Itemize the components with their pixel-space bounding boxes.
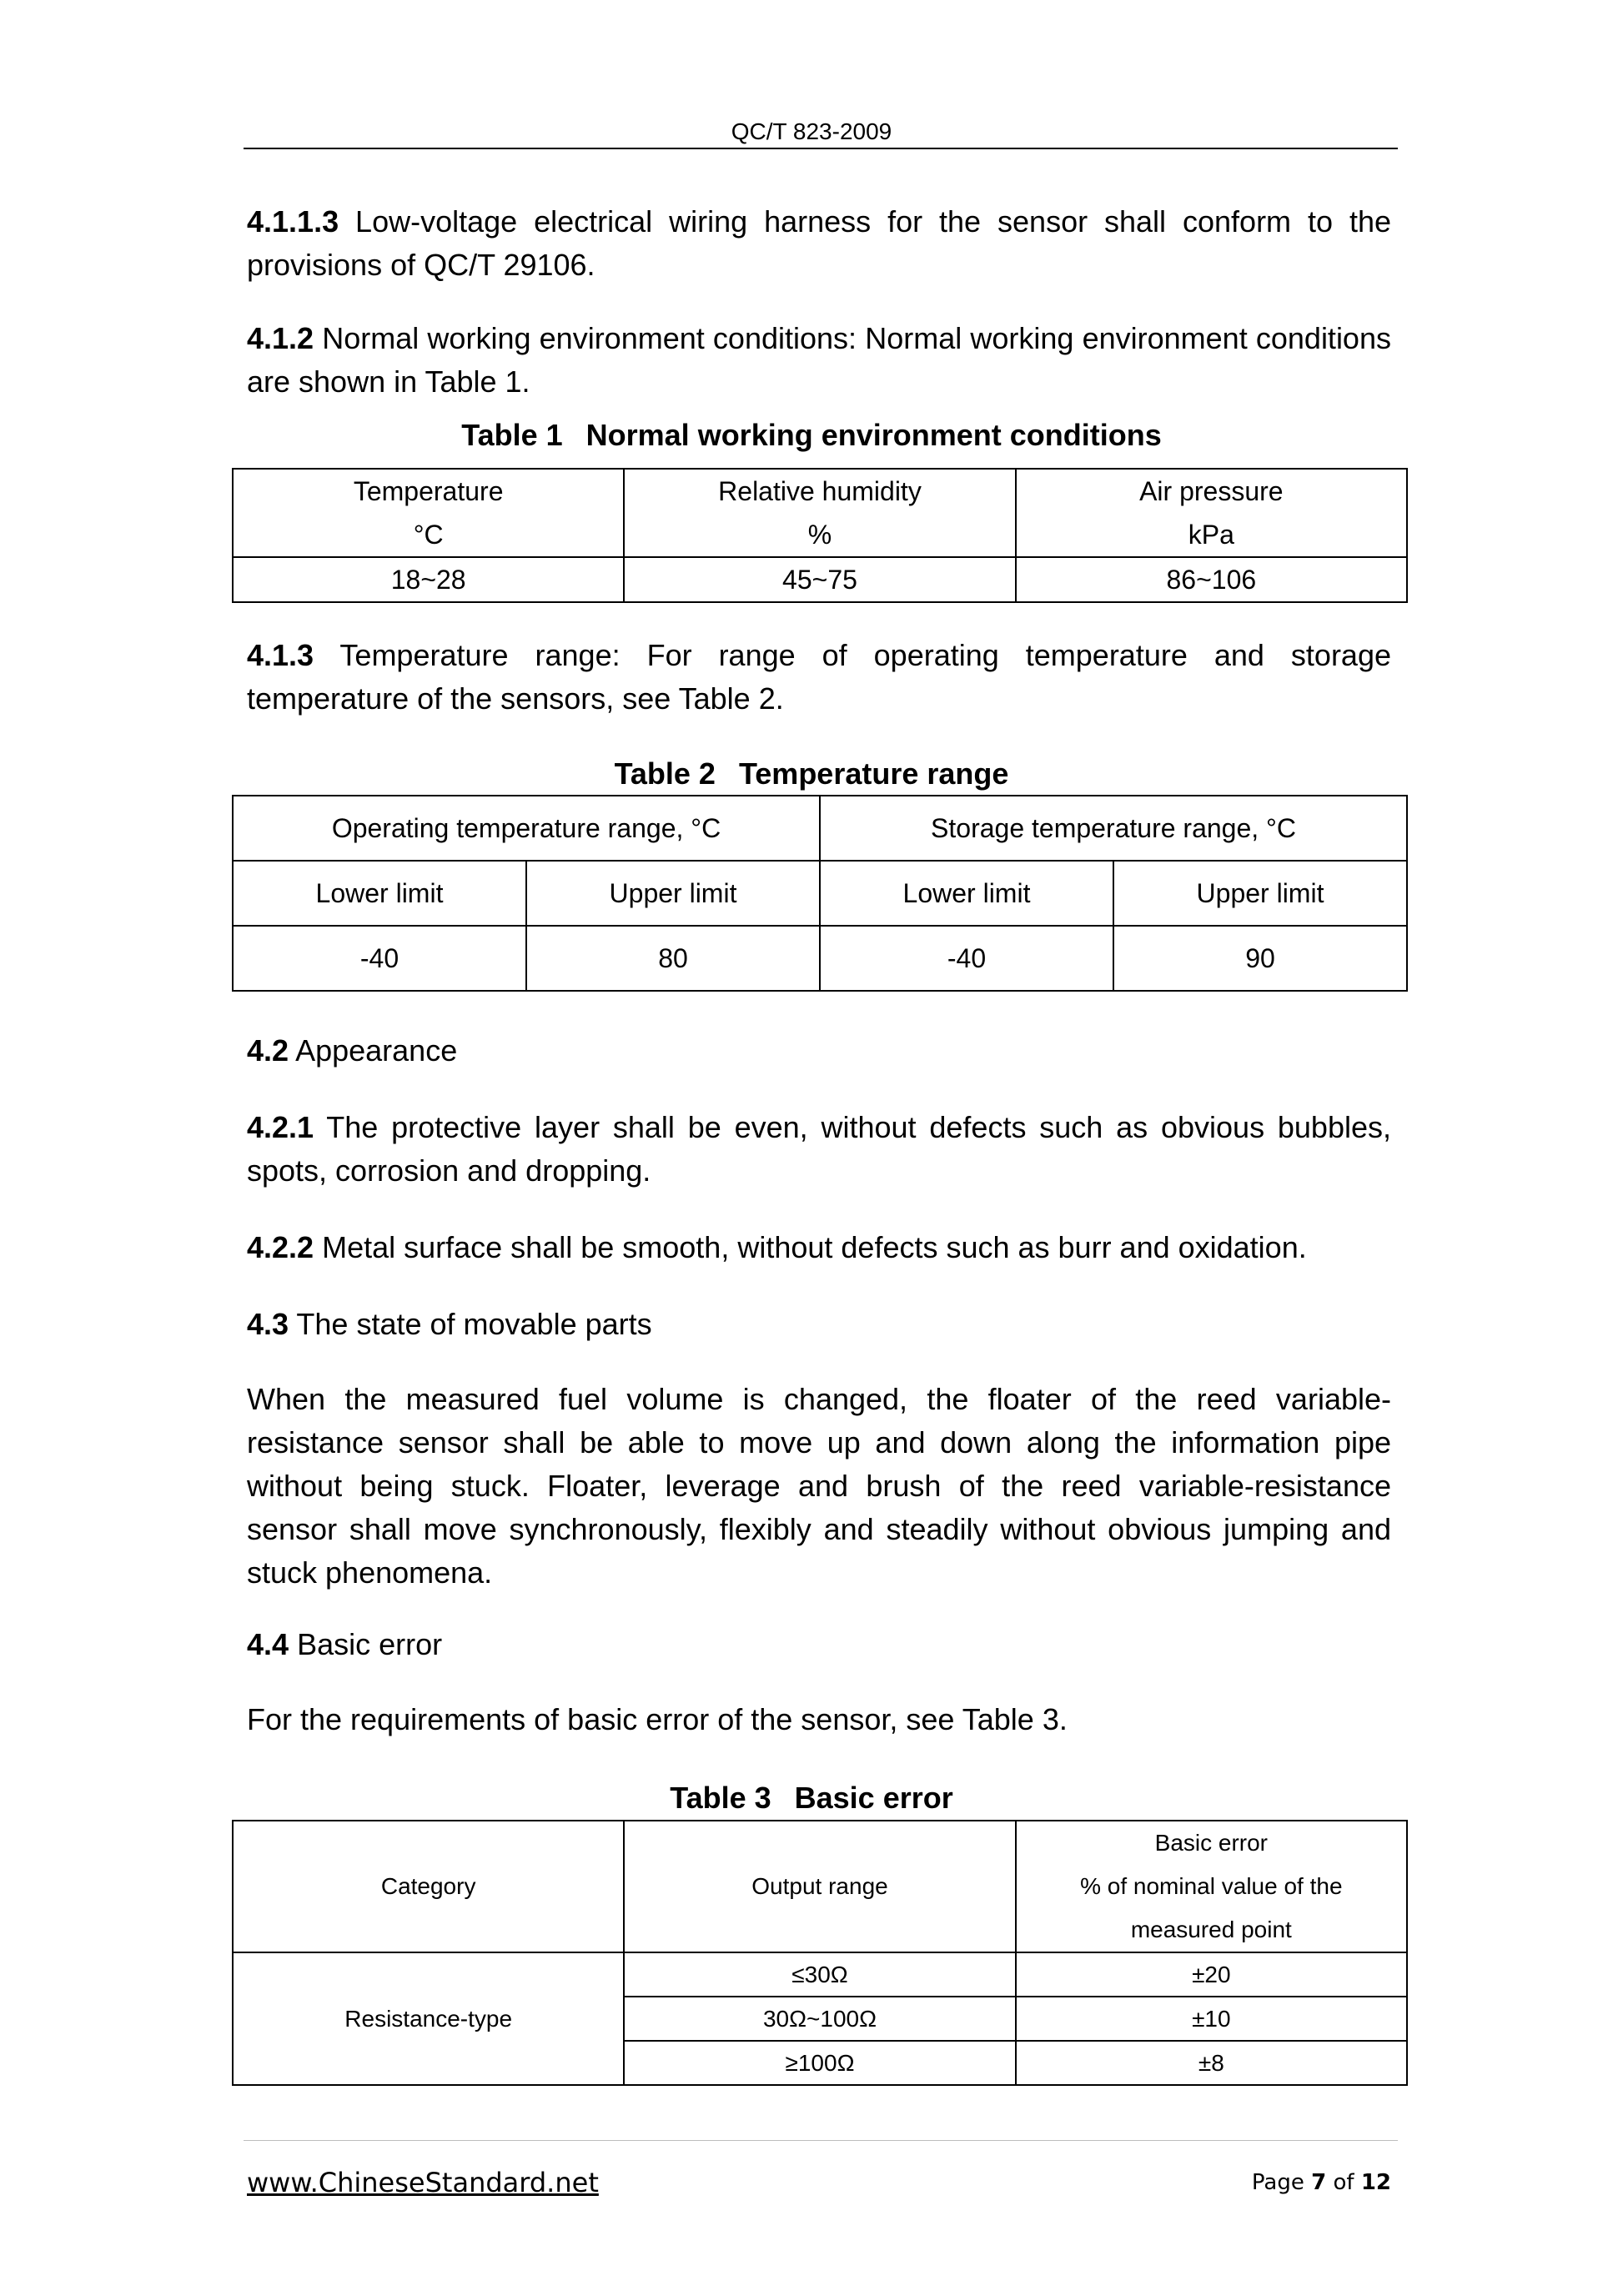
page-label: Page xyxy=(1251,2170,1304,2195)
section-number: 4.2.2 xyxy=(247,1230,314,1264)
table3-range-cell: ≥100Ω xyxy=(624,2041,1015,2085)
table2-sub-header-cell: Lower limit xyxy=(233,861,526,926)
table2-value-cell: -40 xyxy=(820,926,1113,991)
section-text: Metal surface shall be smooth, without defects such as burr and oxidation. xyxy=(322,1230,1307,1264)
footer-page-number xyxy=(1252,2170,1391,2195)
table2-caption-title: Temperature range xyxy=(738,756,1009,791)
header-doc-code: QC/T 823-2009 xyxy=(731,118,892,144)
header-line: Basic error xyxy=(1154,1830,1269,1856)
table3-range-cell: 30Ω~100Ω xyxy=(624,1997,1015,2041)
header-divider xyxy=(244,148,1398,149)
table3-basic-error xyxy=(232,1820,1408,2086)
table3-header-row xyxy=(233,1821,1407,1952)
table2-value-cell: -40 xyxy=(233,926,526,991)
section-4-4-body: For the requirements of basic error of the sensor, see Table 3. xyxy=(247,1702,1068,1736)
table2-sub-header-cell: Lower limit xyxy=(820,861,1113,926)
table3-category-cell: Resistance-type xyxy=(233,1952,624,2085)
header-name: Relative humidity xyxy=(718,476,922,506)
section-number: 4.1.1.3 xyxy=(247,204,339,239)
table3-error-cell: ±20 xyxy=(1016,1952,1407,1997)
table3-range-cell: ≤30Ω xyxy=(624,1952,1015,1997)
table1-header-cell xyxy=(1016,469,1407,557)
section-text: The protective layer shall be even, without defects such as obvious bubbles, spots, corrosion and dropping. xyxy=(247,1110,1392,1188)
table2-caption-number: Table 2 xyxy=(614,756,716,791)
table1-environment-conditions xyxy=(232,468,1408,603)
table3-row xyxy=(233,1952,1407,1997)
section-heading: The state of movable parts xyxy=(296,1307,652,1341)
section-text: Normal working environment conditions: Normal working environment conditions are shown in Table 1. xyxy=(247,321,1391,399)
table2-sub-header-cell: Upper limit xyxy=(1113,861,1407,926)
table1-caption xyxy=(0,417,1623,454)
table2-temperature-range xyxy=(232,795,1408,992)
table1-value-cell: 86~106 xyxy=(1016,557,1407,602)
table3-error-cell: ±8 xyxy=(1016,2041,1407,2085)
section-number: 4.1.3 xyxy=(247,638,314,672)
section-4-1-1-3 xyxy=(247,200,1391,287)
table2-group-header-row xyxy=(233,796,1407,861)
section-number: 4.2 xyxy=(247,1033,289,1068)
section-4-1-3 xyxy=(247,634,1391,721)
section-4-2-1 xyxy=(247,1106,1391,1193)
section-heading: Basic error xyxy=(297,1627,443,1661)
table2-sub-header-cell: Upper limit xyxy=(526,861,820,926)
section-number: 4.1.2 xyxy=(247,321,314,355)
section-4-1-2 xyxy=(247,317,1391,404)
header-unit: % xyxy=(807,520,832,550)
section-4-3-body: When the measured fuel volume is changed, the floater of the reed variable-resistance sensor shall be able to move up and down along the information pipe without being stuck. Floater, leverage and brush of the reed variable-resistance sensor shall move synchronously, flexibly and steadily without obvious jumping and stuck phenomena. xyxy=(247,1382,1391,1590)
table3-header-basic-error xyxy=(1016,1821,1407,1952)
footer-website-link[interactable]: www.ChineseStandard.net xyxy=(247,2167,599,2198)
table3-caption-number: Table 3 xyxy=(670,1781,771,1815)
page-of: of xyxy=(1333,2170,1354,2195)
section-number: 4.2.1 xyxy=(247,1110,314,1144)
table3-header-output-range: Output range xyxy=(624,1821,1015,1952)
header-name: Air pressure xyxy=(1139,476,1284,506)
section-4-4 xyxy=(247,1623,1391,1666)
table1-value-row xyxy=(233,557,1407,602)
section-text: Low-voltage electrical wiring harness for the sensor shall conform to the provisions of QC/T 29106. xyxy=(247,204,1391,282)
table2-group-header-cell: Operating temperature range, °C xyxy=(233,796,820,861)
table1-value-cell: 45~75 xyxy=(624,557,1015,602)
header-line: measured point xyxy=(1130,1917,1292,1942)
table3-error-cell: ±10 xyxy=(1016,1997,1407,2041)
section-number: 4.3 xyxy=(247,1307,289,1341)
table1-caption-number: Table 1 xyxy=(461,418,563,452)
section-4-2-2 xyxy=(247,1226,1391,1269)
page-total: 12 xyxy=(1360,2170,1391,2195)
table3-caption xyxy=(0,1780,1623,1816)
section-4-2 xyxy=(247,1029,1391,1073)
header-unit: °C xyxy=(413,520,444,550)
header-line: % of nominal value of the xyxy=(1080,1873,1343,1899)
footer-divider xyxy=(244,2140,1398,2141)
header-name: Temperature xyxy=(353,476,504,506)
header-unit: kPa xyxy=(1188,520,1234,550)
table1-value-cell: 18~28 xyxy=(233,557,624,602)
table1-caption-title: Normal working environment conditions xyxy=(585,418,1162,452)
page-current: 7 xyxy=(1311,2170,1327,2195)
table1-header-row xyxy=(233,469,1407,557)
table2-value-row xyxy=(233,926,1407,991)
section-number: 4.4 xyxy=(247,1627,289,1661)
table3-header-category: Category xyxy=(233,1821,624,1952)
table2-sub-header-row xyxy=(233,861,1407,926)
table1-header-cell xyxy=(624,469,1015,557)
section-text: Temperature range: For range of operating temperature and storage temperature of the sensors, see Table 2. xyxy=(247,638,1391,716)
table2-value-cell: 90 xyxy=(1113,926,1407,991)
table2-caption xyxy=(0,756,1623,792)
section-4-3 xyxy=(247,1303,1391,1346)
table1-header-cell xyxy=(233,469,624,557)
table2-value-cell: 80 xyxy=(526,926,820,991)
section-heading: Appearance xyxy=(295,1033,458,1068)
table3-caption-title: Basic error xyxy=(794,1781,953,1815)
table2-group-header-cell: Storage temperature range, °C xyxy=(820,796,1407,861)
